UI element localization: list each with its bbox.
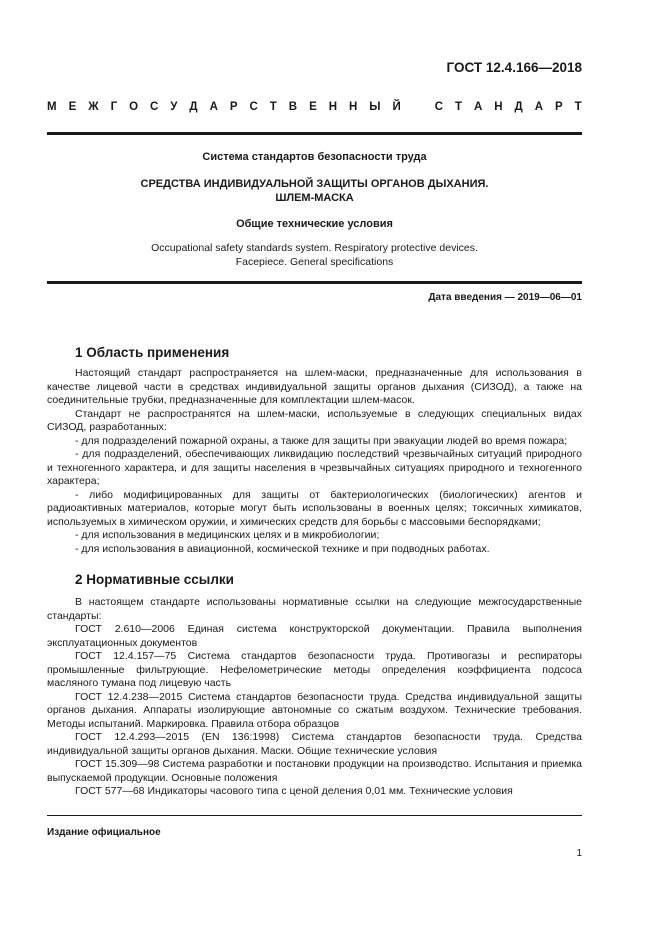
reference-item: ГОСТ 2.610—2006 Единая система конструкторской документации. Правила выполнения эксплуатационных документов: [47, 623, 582, 649]
reference-item: ГОСТ 577—68 Индикаторы часового типа с ценой деления 0,01 мм. Технические условия: [75, 785, 513, 797]
english-title: [47, 242, 582, 269]
title-line-1: СРЕДСТВА ИНДИВИДУАЛЬНОЙ ЗАЩИТЫ ОРГАНОВ ДЫХАНИЯ.: [140, 178, 489, 190]
heading-letter: Е: [68, 101, 77, 113]
list-item: - для использования в медицинских целях и в микробиологии;: [75, 529, 380, 541]
heading-letter: А: [534, 101, 544, 113]
paragraph: В настоящем стандарте использованы нормативные ссылки на следующие межгосударственные стандарты:: [47, 596, 582, 622]
system-name: Система стандартов безопасности труда: [202, 151, 427, 163]
section-2-body: [47, 596, 582, 799]
heading-letter: А: [209, 101, 218, 113]
heading-letter: А: [473, 101, 483, 113]
heading-letter: О: [129, 101, 139, 113]
document-code: ГОСТ 12.4.166—2018: [446, 60, 582, 75]
paragraph: Настоящий стандарт распространяется на шлем-маски, предназначенные для использования в качестве лицевой части в средствах индивидуальной защиты органов дыхания (СИЗОД), а также на соединительные трубки, предназначенные для комплектации шлем-масок.: [47, 367, 582, 406]
header-rule: [47, 132, 582, 135]
reference-item: ГОСТ 15.309—98 Система разработки и постановки продукции на производство. Испытания и приемка выпускаемой продукции. Основные положения: [47, 758, 582, 784]
paragraph: Стандарт не распространятся на шлем-маски, используемые в следующих специальных видах СИЗОД, разработанных:: [47, 407, 582, 433]
document-title: [47, 178, 582, 205]
english-title-line-2: Facepiece. General specifications: [235, 255, 394, 268]
heading-letter: Т: [269, 101, 277, 113]
heading-letter: У: [170, 101, 178, 113]
heading-letter: Н: [494, 101, 503, 113]
heading-letter: С: [150, 101, 159, 113]
heading-letter: Т: [574, 101, 582, 113]
section-2-heading: 2 Нормативные ссылки: [75, 572, 234, 587]
edition-label: Издание официальное: [47, 827, 161, 838]
heading-letter: Н: [348, 101, 358, 113]
heading-letter: С: [249, 101, 258, 113]
heading-letter: Г: [110, 101, 118, 113]
page-number: 1: [576, 848, 582, 859]
reference-item: ГОСТ 12.4.157—75 Система стандартов безопасности труда. Противогазы и респираторы промышленные фильтрующие. Нефелометрические методы определения коэффициента подсоса масляного тумана под лицевую часть: [47, 650, 582, 689]
heading-letter: С: [434, 101, 444, 113]
list-item: - для подразделений, обеспечивающих ликвидацию последствий чрезвычайных ситуаций природного и техногенного характера, и для защиты населения в чрезвычайных ситуациях природного и техногенного характера;: [47, 448, 582, 487]
interstate-standard-heading: [47, 101, 582, 113]
heading-letter: Т: [454, 101, 463, 113]
heading-letter: Р: [229, 101, 238, 113]
heading-letter: Н: [328, 101, 338, 113]
heading-letter: Й: [392, 101, 401, 113]
list-item: - для использования в авиационной, космической технике и при подводных работах.: [75, 542, 490, 555]
section-1-body: [47, 367, 582, 556]
heading-letter: М: [47, 101, 57, 113]
section-1-heading: 1 Область применения: [75, 345, 230, 360]
reference-item: ГОСТ 12.4.238—2015 Система стандартов безопасности труда. Средства индивидуальной защиты органов дыхания. Аппараты изолирующие автономные со сжатым воздухом. Технические требования. Методы испытаний. Маркировка. Правила отбора образцов: [47, 690, 582, 730]
footer-rule: [47, 815, 582, 816]
heading-letter: Е: [309, 101, 317, 113]
title-block-rule: [47, 281, 582, 284]
heading-letter: [413, 101, 423, 113]
list-item: - либо модифицированных для защиты от бактериологических (биологических) агентов и радиоактивных материалов, которые могут быть использованы в военных целях; токсичных химикатов, используемых в химическом оружии, и химических средств для борьбы с массовыми беспорядками;: [47, 488, 582, 528]
heading-letter: Ы: [369, 101, 381, 113]
english-title-line-1: Occupational safety standards system. Respiratory protective devices.: [151, 242, 478, 254]
introduction-date: Дата введения — 2019—06—01: [428, 292, 582, 303]
heading-letter: Д: [189, 101, 198, 113]
reference-item: ГОСТ 12.4.293—2015 (EN 136:1998) Система стандартов безопасности труда. Средства индивидуальной защиты органов дыхания. Маски. Общие технические условия: [47, 731, 582, 757]
list-item: - для подразделений пожарной охраны, а также для защиты при эвакуации людей во время пожара;: [75, 434, 568, 447]
document-subtitle: Общие технические условия: [236, 218, 393, 230]
heading-letter: В: [288, 101, 298, 113]
heading-letter: Д: [514, 101, 523, 113]
title-line-2: ШЛЕМ-МАСКА: [275, 191, 354, 204]
heading-letter: Р: [555, 101, 563, 113]
heading-letter: Ж: [88, 101, 99, 113]
